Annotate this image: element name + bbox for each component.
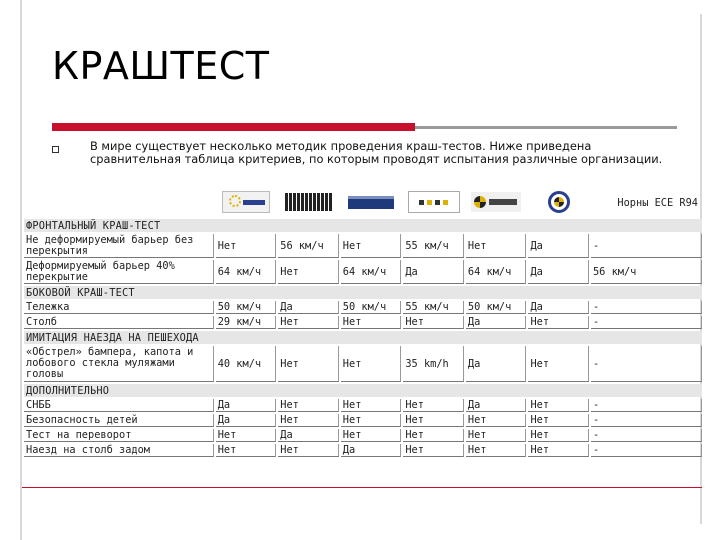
table-cell: 56 км/ч: [591, 260, 702, 284]
table-cell: 64 км/ч: [341, 260, 402, 284]
table-cell: -: [591, 301, 702, 314]
table-row: [24, 414, 702, 427]
section-title: ФРОНТАЛЬНЫЙ КРАШ-ТЕСТ: [24, 219, 702, 232]
table-cell: Да: [466, 399, 527, 412]
table-cell: Нет: [403, 399, 464, 412]
table-cell: 35 km/h: [403, 346, 464, 382]
euroncap-logo-icon: [222, 191, 270, 213]
table-cell: -: [591, 399, 702, 412]
table-row: [24, 444, 702, 457]
comparison-table: [22, 185, 704, 459]
header-logo-cell: [403, 187, 464, 217]
header-empty-cell: [24, 187, 214, 217]
section-title: БОКОВОЙ КРАШ-ТЕСТ: [24, 286, 702, 299]
table-cell: Нет: [403, 414, 464, 427]
section-title: ИМИТАЦИЯ НАЕЗДА НА ПЕШЕХОДА: [24, 331, 702, 344]
table-cell: Нет: [341, 234, 402, 258]
table-cell: 56 км/ч: [278, 234, 339, 258]
table-header-row: [24, 187, 702, 217]
table-row: [24, 346, 702, 382]
nhtsa-logo-icon: [285, 193, 333, 211]
row-label: СНББ: [24, 399, 214, 412]
title-underline-red: [52, 123, 415, 131]
table-cell: Нет: [466, 414, 527, 427]
table-cell: Да: [466, 346, 527, 382]
table-cell: Да: [216, 414, 277, 427]
table-cell: -: [591, 414, 702, 427]
table-cell: Да: [278, 429, 339, 442]
table-cell: Нет: [278, 444, 339, 457]
table-cell: Нет: [403, 429, 464, 442]
table-cell: Нет: [278, 346, 339, 382]
table-cell: Да: [528, 301, 589, 314]
title-underline-gray: [415, 126, 677, 129]
comparison-table-wrap: [22, 185, 704, 481]
table-cell: -: [591, 346, 702, 382]
table-cell: 40 км/ч: [216, 346, 277, 382]
table-cell: Нет: [403, 444, 464, 457]
iihs-logo-icon: [348, 196, 394, 209]
table-cell: Нет: [216, 429, 277, 442]
table-cell: Да: [528, 260, 589, 284]
row-label: Наезд на столб задом: [24, 444, 214, 457]
table-row: [24, 399, 702, 412]
table-cell: 55 км/ч: [403, 234, 464, 258]
table-cell: Нет: [278, 399, 339, 412]
table-cell: Нет: [341, 346, 402, 382]
table-cell: 55 км/ч: [403, 301, 464, 314]
table-cell: Да: [216, 399, 277, 412]
table-cell: 64 км/ч: [466, 260, 527, 284]
ancap-logo-icon: [471, 192, 521, 212]
ring-logo-icon: [548, 191, 570, 213]
row-label: «Обстрел» бампера, капота и лобового стекла муляжами головы: [24, 346, 214, 382]
table-cell: Нет: [341, 414, 402, 427]
table-cell: 64 км/ч: [216, 260, 277, 284]
row-label: Деформируемый барьер 40% перекрытие: [24, 260, 214, 284]
table-section-row: [24, 331, 702, 344]
table-cell: Да: [466, 316, 527, 329]
table-cell: -: [591, 429, 702, 442]
table-cell: -: [591, 234, 702, 258]
table-cell: Нет: [466, 429, 527, 442]
table-cell: Нет: [528, 399, 589, 412]
section-title: ДОПОЛНИТЕЛЬНО: [24, 384, 702, 397]
table-cell: Нет: [466, 444, 527, 457]
intro-text: В мире существует несколько методик проведения краш-тестов. Ниже приведена сравнительная таблица критериев, по которым проводят испытания различные организации.: [90, 139, 663, 166]
table-cell: Нет: [341, 429, 402, 442]
table-cell: Нет: [278, 260, 339, 284]
table-cell: Нет: [216, 444, 277, 457]
table-cell: Нет: [528, 414, 589, 427]
row-label: Столб: [24, 316, 214, 329]
header-logo-cell: [466, 187, 527, 217]
slide-title: КРАШТЕСТ: [52, 44, 270, 88]
row-label: Безопасность детей: [24, 414, 214, 427]
header-logo-cell: [216, 187, 277, 217]
table-cell: -: [591, 444, 702, 457]
table-cell: Нет: [528, 429, 589, 442]
table-section-row: [24, 219, 702, 232]
table-row: [24, 316, 702, 329]
table-cell: Нет: [403, 316, 464, 329]
table-cell: 50 км/ч: [341, 301, 402, 314]
table-cell: Нет: [528, 346, 589, 382]
table-cell: Нет: [216, 234, 277, 258]
header-ece-label: Норны ECE R94: [617, 197, 698, 209]
table-cell: Да: [403, 260, 464, 284]
table-cell: -: [591, 316, 702, 329]
header-logo-cell: [278, 187, 339, 217]
table-row: [24, 301, 702, 314]
table-section-row: [24, 286, 702, 299]
row-label: Тележка: [24, 301, 214, 314]
table-cell: Да: [341, 444, 402, 457]
table-cell: Да: [528, 234, 589, 258]
table-cell: Нет: [466, 234, 527, 258]
table-cell: 50 км/ч: [466, 301, 527, 314]
row-label: Не деформируемый барьер без перекрытия: [24, 234, 214, 258]
row-label: Тест на переворот: [24, 429, 214, 442]
table-cell: Нет: [278, 316, 339, 329]
table-cell: 29 км/ч: [216, 316, 277, 329]
table-cell: Нет: [341, 399, 402, 412]
table-row: [24, 260, 702, 284]
table-row: [24, 234, 702, 258]
table-section-row: [24, 384, 702, 397]
bullet-square-icon: [52, 146, 59, 153]
table-cell: Нет: [528, 444, 589, 457]
header-logo-cell: [341, 187, 402, 217]
table-cell: Нет: [528, 316, 589, 329]
bottom-rule: [22, 487, 702, 488]
table-cell: 50 км/ч: [216, 301, 277, 314]
table-cell: Нет: [278, 414, 339, 427]
table-cell: Да: [278, 301, 339, 314]
nasva-logo-icon: [408, 191, 460, 213]
table-row: [24, 429, 702, 442]
header-logo-cell: [528, 187, 589, 217]
table-cell: Нет: [341, 316, 402, 329]
